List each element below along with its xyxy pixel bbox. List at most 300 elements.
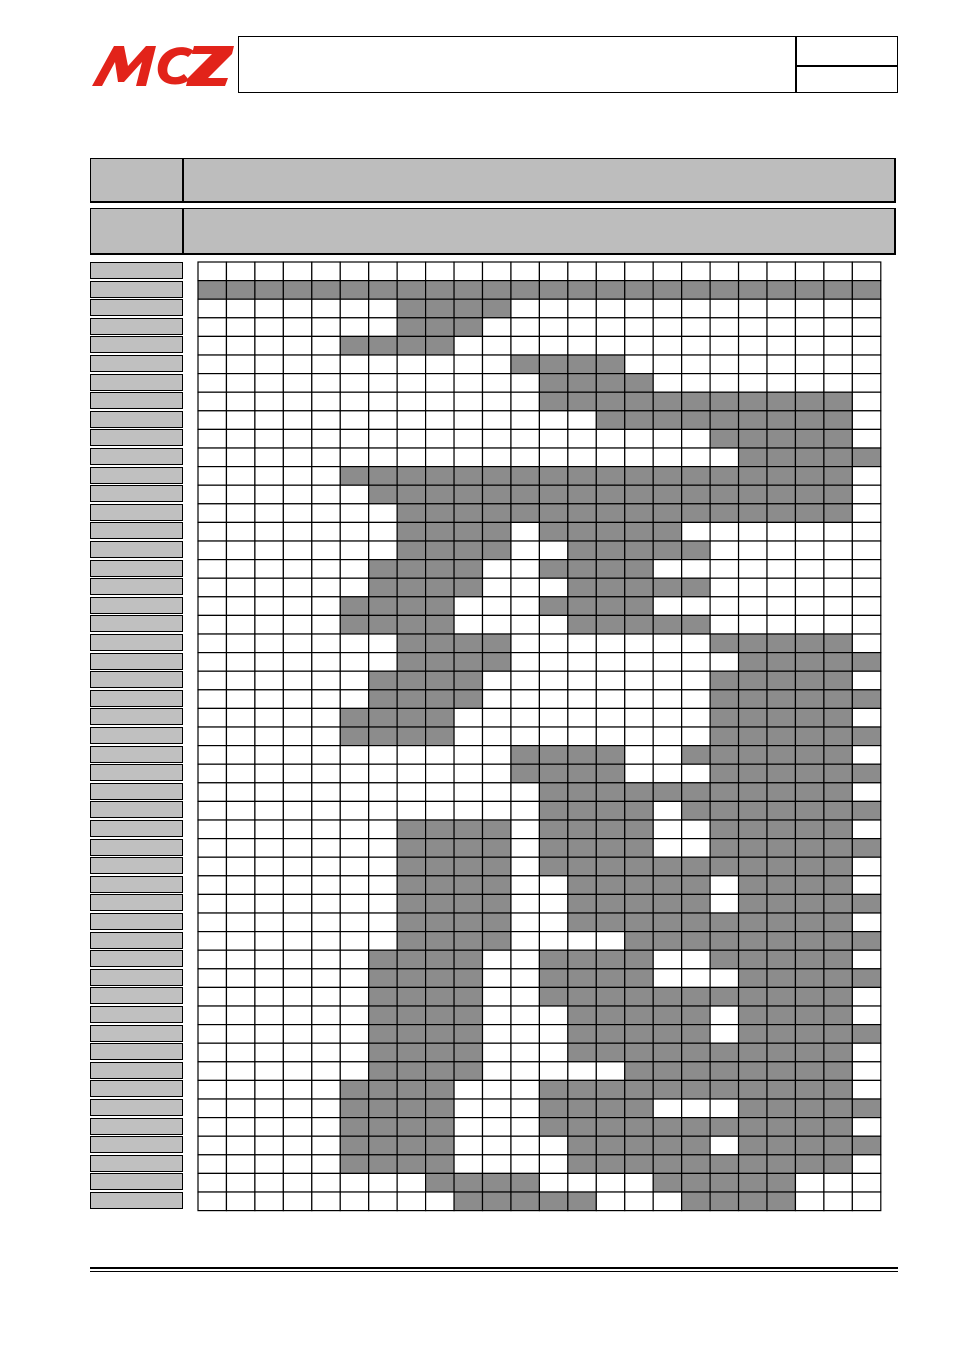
grid-cell [340,653,368,672]
grid-cell [653,1043,681,1062]
grid-cell [653,429,681,448]
grid-cell [312,653,340,672]
grid-cell [511,1155,539,1174]
grid-cell [255,764,283,783]
grid-cell [340,969,368,988]
grid-cell [682,913,710,932]
grid-cell [739,1025,767,1044]
grid-cell [340,1043,368,1062]
grid-cell [312,708,340,727]
grid-cell [483,504,511,523]
grid-cell [483,690,511,709]
grid-cell [511,1006,539,1025]
grid-cell [710,764,738,783]
row-label [90,839,183,856]
grid-cell [283,336,311,355]
grid-cell [739,318,767,337]
grid-cell [255,541,283,560]
grid-cell [625,560,653,579]
grid-cell [739,578,767,597]
grid-cell [511,522,539,541]
grid-cell [653,1192,681,1211]
grid-cell [397,634,425,653]
grid-cell [340,1155,368,1174]
grid-cell [625,950,653,969]
grid-cell [397,1118,425,1137]
grid-cell [255,448,283,467]
grid-cell [596,336,624,355]
grid-cell [710,690,738,709]
mcz-logo [90,42,236,88]
grid-cell [767,1192,795,1211]
grid-cell [767,1118,795,1137]
grid-cell [824,262,852,281]
grid-cell [682,950,710,969]
grid-cell [312,671,340,690]
grid-cell [397,411,425,430]
grid-cell [568,746,596,765]
grid-cell [283,1025,311,1044]
grid-cell [653,727,681,746]
grid-cell [653,783,681,802]
grid-cell [283,318,311,337]
grid-cell [369,894,397,913]
grid-cell [397,541,425,560]
grid-cell [596,522,624,541]
row-label [90,783,183,800]
grid-cell [454,634,482,653]
grid-cell [539,1006,567,1025]
grid-cell [852,932,880,951]
grid-cell [767,374,795,393]
grid-cell [454,1192,482,1211]
grid-cell [426,1043,454,1062]
grid-cell [198,299,226,318]
grid-cell [226,764,254,783]
grid-cell [653,318,681,337]
grid-cell [710,634,738,653]
grid-cell [852,262,880,281]
grid-cell [198,560,226,579]
grid-cell [369,987,397,1006]
grid-cell [483,727,511,746]
grid-cell [426,392,454,411]
grid-cell [824,1099,852,1118]
grid-cell [226,262,254,281]
grid-cell [226,1062,254,1081]
grid-cell [255,820,283,839]
grid-cell [596,1118,624,1137]
grid-cell [226,913,254,932]
grid-cell [283,615,311,634]
grid-cell [483,653,511,672]
grid-cell [795,318,823,337]
grid-cell [397,1043,425,1062]
grid-cell [483,336,511,355]
grid-cell [625,522,653,541]
section-band-1-separator [182,159,184,201]
grid-cell [369,1080,397,1099]
row-label [90,1155,183,1172]
grid-cell [369,690,397,709]
grid-cell [625,894,653,913]
grid-cell [454,801,482,820]
grid-cell [454,857,482,876]
grid-cell [397,1136,425,1155]
grid-cell [710,783,738,802]
grid-cell [426,1118,454,1137]
grid-cell [682,987,710,1006]
grid-cell [312,857,340,876]
grid-cell [426,857,454,876]
grid-cell [739,448,767,467]
grid-cell [682,653,710,672]
row-label [90,1136,183,1153]
grid-cell [625,839,653,858]
grid-cell [568,950,596,969]
grid-cell [767,1080,795,1099]
grid-cell [340,504,368,523]
grid-cell [397,522,425,541]
grid-cell [767,560,795,579]
grid-cell [795,1025,823,1044]
grid-cell [852,1025,880,1044]
grid-cell [426,597,454,616]
grid-cell [511,1118,539,1137]
grid-cell [852,876,880,895]
grid-cell [369,299,397,318]
grid-cell [625,299,653,318]
grid-cell [625,541,653,560]
grid-cell [198,1136,226,1155]
grid-cell [454,411,482,430]
grid-cell [710,374,738,393]
grid-cell [255,615,283,634]
row-label [90,969,183,986]
grid-cell [198,1043,226,1062]
grid-cell [710,1006,738,1025]
grid-cell [625,392,653,411]
grid-cell [283,987,311,1006]
grid-cell [824,783,852,802]
grid-cell [795,1043,823,1062]
grid-cell [568,374,596,393]
row-label [90,876,183,893]
grid-cell [255,281,283,300]
grid-cell [795,281,823,300]
grid-cell [625,801,653,820]
grid-cell [596,560,624,579]
grid-cell [283,392,311,411]
row-label [90,522,183,539]
grid-cell [312,262,340,281]
grid-cell [312,560,340,579]
grid-cell [795,1080,823,1099]
grid-cell [283,783,311,802]
grid-cell [426,485,454,504]
grid-cell [369,1136,397,1155]
grid-cell [852,336,880,355]
grid-cell [397,485,425,504]
grid-cell [255,634,283,653]
grid-cell [369,653,397,672]
grid-cell [625,932,653,951]
grid-cell [653,467,681,486]
grid-cell [596,374,624,393]
grid-cell [824,820,852,839]
header-cell-bottom [799,67,895,93]
grid-cell [625,1080,653,1099]
grid-cell [312,615,340,634]
grid-cell [312,1136,340,1155]
grid-cell [710,932,738,951]
grid-cell [255,932,283,951]
grid-cell [483,392,511,411]
grid-cell [312,1043,340,1062]
grid-cell [710,1192,738,1211]
grid-cell [767,504,795,523]
grid-cell [454,1173,482,1192]
grid-cell [454,1099,482,1118]
grid-cell [426,987,454,1006]
grid-cell [283,1155,311,1174]
grid-cell [539,653,567,672]
grid-cell [539,374,567,393]
grid-cell [795,857,823,876]
grid-cell [340,578,368,597]
grid-cell [340,876,368,895]
grid-cell [397,560,425,579]
grid-cell [824,560,852,579]
grid-cell [653,597,681,616]
grid-cell [852,708,880,727]
grid-cell [795,1006,823,1025]
grid-cell [596,950,624,969]
grid-cell [539,541,567,560]
grid-cell [710,1099,738,1118]
grid-cell [369,932,397,951]
grid-cell [596,857,624,876]
grid-cell [426,355,454,374]
grid-cell [625,615,653,634]
row-label [90,634,183,651]
grid-cell [483,299,511,318]
grid-cell [682,1136,710,1155]
grid-cell [511,560,539,579]
grid-cell [283,764,311,783]
grid-cell [568,783,596,802]
section-band-2-separator [182,209,184,253]
grid-cell [625,1136,653,1155]
grid-cell [795,820,823,839]
grid-cell [255,801,283,820]
grid-cell [539,690,567,709]
grid-cell [312,764,340,783]
grid-cell [255,355,283,374]
grid-cell [739,504,767,523]
grid-cell [226,392,254,411]
grid-cell [739,671,767,690]
grid-cell [255,1025,283,1044]
grid-cell [454,1136,482,1155]
grid-cell [710,318,738,337]
grid-cell [397,1025,425,1044]
grid-cell [454,913,482,932]
grid-cell [397,801,425,820]
grid-cell [511,801,539,820]
grid-cell [852,467,880,486]
grid-cell [795,653,823,672]
grid-cell [283,634,311,653]
grid-cell [767,355,795,374]
grid-cell [511,634,539,653]
grid-cell [454,392,482,411]
row-label [90,764,183,781]
grid-cell [511,653,539,672]
grid-cell [596,1136,624,1155]
grid-cell [852,913,880,932]
grid-cell [824,467,852,486]
grid-cell [483,485,511,504]
grid-cell [682,801,710,820]
grid-cell [454,299,482,318]
grid-cell [340,801,368,820]
row-label [90,708,183,725]
grid-cell [767,876,795,895]
grid-cell [226,615,254,634]
grid-cell [397,1062,425,1081]
grid-cell [426,653,454,672]
grid-cell [710,504,738,523]
grid-cell [653,950,681,969]
grid-cell [539,429,567,448]
grid-cell [426,839,454,858]
row-label [90,746,183,763]
grid-cell [824,336,852,355]
grid-cell [824,746,852,765]
grid-cell [340,299,368,318]
grid-cell [824,281,852,300]
grid-cell [255,429,283,448]
grid-cell [710,1025,738,1044]
grid-cell [795,392,823,411]
grid-cell [369,578,397,597]
grid-cell [767,894,795,913]
grid-cell [625,1192,653,1211]
grid-cell [283,485,311,504]
grid-cell [397,727,425,746]
grid-cell [483,429,511,448]
grid-cell [483,746,511,765]
grid-cell [255,746,283,765]
grid-cell [568,411,596,430]
grid-cell [539,299,567,318]
grid-cell [596,1006,624,1025]
grid-cell [454,504,482,523]
grid-cell [710,1155,738,1174]
grid-cell [397,894,425,913]
grid-cell [483,894,511,913]
grid-cell [795,727,823,746]
grid-cell [824,1118,852,1137]
grid-cell [539,876,567,895]
grid-cell [226,336,254,355]
grid-cell [852,299,880,318]
grid-cell [198,318,226,337]
header-title [249,37,785,92]
grid-cell [340,987,368,1006]
grid-cell [226,653,254,672]
grid-cell [255,392,283,411]
grid-cell [852,969,880,988]
grid-cell [767,746,795,765]
grid-cell [795,932,823,951]
grid-cell [653,894,681,913]
grid-cell [795,429,823,448]
grid-cell [568,615,596,634]
grid-cell [283,1062,311,1081]
grid-cell [568,857,596,876]
grid-cell [739,485,767,504]
grid-cell [767,615,795,634]
grid-cell [767,820,795,839]
grid-cell [795,1118,823,1137]
grid-cell [397,746,425,765]
grid-cell [397,318,425,337]
grid-cell [283,374,311,393]
grid-cell [340,1099,368,1118]
grid-cell [739,987,767,1006]
grid-cell [568,1155,596,1174]
grid-cell [454,1025,482,1044]
grid-cell [795,1099,823,1118]
grid-cell [739,746,767,765]
grid-cell [454,541,482,560]
grid-cell [511,1062,539,1081]
grid-cell [511,894,539,913]
grid-cell [767,541,795,560]
grid-cell [483,671,511,690]
grid-cell [539,1062,567,1081]
grid-cell [511,671,539,690]
grid-cell [426,801,454,820]
row-label [90,653,183,670]
grid-cell [568,1173,596,1192]
grid-cell [653,1080,681,1099]
grid-cell [710,615,738,634]
grid-cell [483,467,511,486]
grid-cell [226,1173,254,1192]
grid-cell [226,1080,254,1099]
grid-cell [255,1062,283,1081]
grid-cell [852,1118,880,1137]
grid-cell [795,299,823,318]
grid-cell [653,485,681,504]
grid-cell [255,1173,283,1192]
grid-cell [539,913,567,932]
grid-cell [511,281,539,300]
grid-cell [312,820,340,839]
grid-cell [226,467,254,486]
grid-cell [369,522,397,541]
grid-cell [312,1080,340,1099]
grid-cell [682,504,710,523]
grid-cell [767,429,795,448]
grid-cell [852,522,880,541]
grid-cell [710,1173,738,1192]
grid-cell [852,727,880,746]
grid-cell [340,318,368,337]
